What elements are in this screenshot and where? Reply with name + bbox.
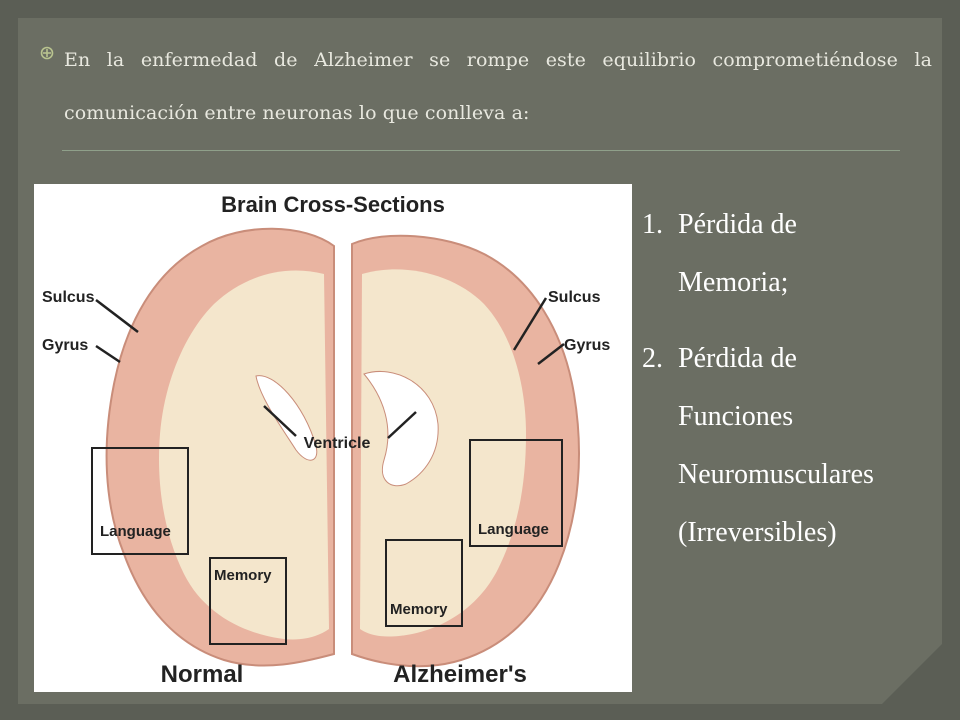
list-line: (Irreversibles) <box>678 517 837 548</box>
brain-illustration <box>34 184 632 692</box>
normal-caption: Normal <box>160 661 244 688</box>
bullet-text: En la enfermedad de Alzheimer se rompe este equilibrio comprometiéndose la comunicación entre neuronas lo que conlleva a: <box>64 49 932 124</box>
sulcus-right-label: Sulcus <box>548 289 601 306</box>
bullet-row <box>40 34 932 140</box>
gyrus-left-label: Gyrus <box>42 337 89 354</box>
list-line: Pérdida de <box>678 343 797 374</box>
circle-bullet-icon <box>40 46 54 60</box>
list-item-text <box>678 196 797 312</box>
language-left-label: Language <box>100 523 171 540</box>
list-item <box>642 196 942 312</box>
numbered-list <box>642 196 942 562</box>
alzheimers-caption: Alzheimer's <box>393 661 527 688</box>
gyrus-right-label: Gyrus <box>564 337 611 354</box>
list-item <box>642 330 942 562</box>
language-right-label: Language <box>478 521 549 538</box>
list-line: Memoria; <box>678 267 789 298</box>
list-number: 2. <box>642 343 663 374</box>
memory-left-label: Memory <box>214 567 272 584</box>
divider <box>62 150 900 151</box>
memory-right-label: Memory <box>390 601 448 618</box>
list-line: Neuromusculares <box>678 459 874 490</box>
figure-title: Brain Cross-Sections <box>221 192 445 217</box>
ventricle-label: Ventricle <box>303 435 371 452</box>
list-line: Pérdida de <box>678 209 797 240</box>
list-number: 1. <box>642 209 663 240</box>
sulcus-left-label: Sulcus <box>42 289 95 306</box>
sulcus-left-line <box>96 300 138 332</box>
list-line: Funciones <box>678 401 794 432</box>
list-item-text <box>678 330 874 562</box>
brain-cross-sections-figure <box>34 184 632 692</box>
gyrus-left-line <box>96 346 120 362</box>
